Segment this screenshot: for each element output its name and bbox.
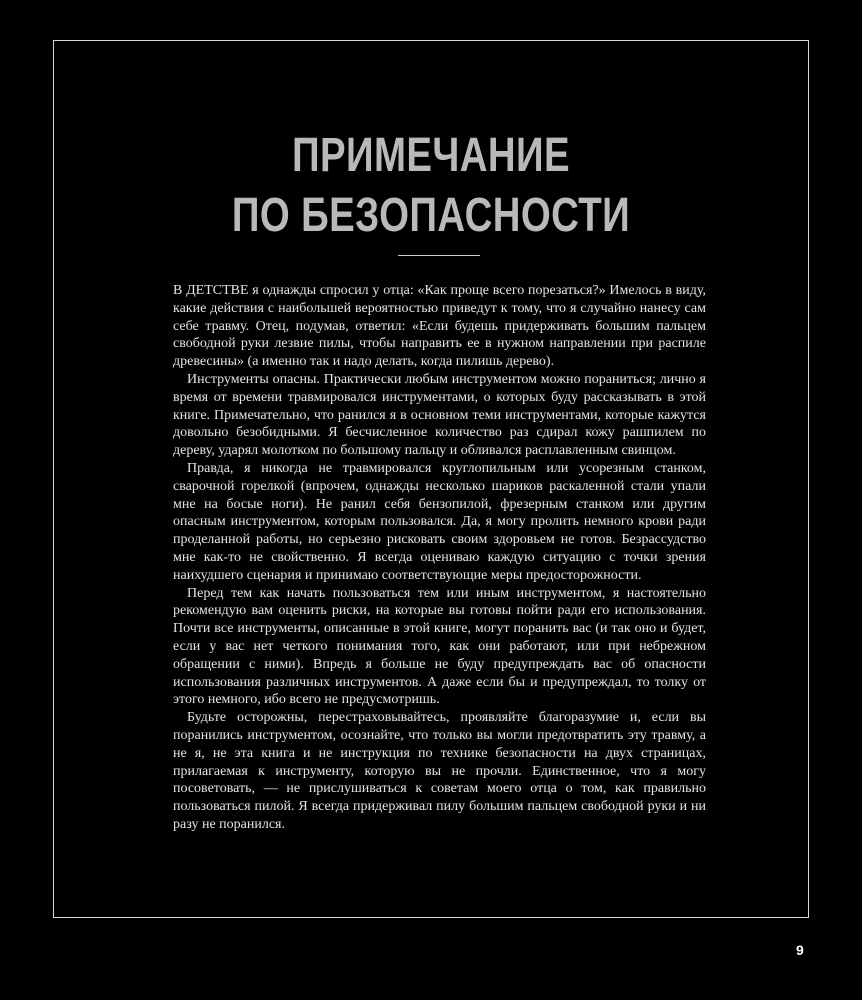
paragraph-3: Правда, я никогда не травмировался круглопильным или усорезным станком, сварочной горелкой (впрочем, однажды несколько шариков раскаленной стали упали мне на босые ноги). Не ранил себя бензопилой, фрезерным станком или другим опасным инструментом, которым пользовался. Да, я могу пролить немного крови ради проделанной работы, но серьезно рисковать своим здоровьем не готов. Безрассудство мне как-то не свойственно. Я всегда оцениваю каждую ситуацию с точки зрения наихудшего сценария и принимаю соответствующие меры предосторожности.: [173, 460, 706, 583]
paragraph-2: Инструменты опасны. Практически любым инструментом можно пораниться; лично я время от времени травмировался инструментами, о которых буду рассказывать в этой книге. Примечательно, что ранился я в основном теми инструментами, которые кажутся довольно безобидными. Я бесчисленное количество раз сдирал кожу рашпилем по дереву, ударял молотком по большому пальцу и обливался расплавленным свинцом.: [173, 371, 706, 459]
paragraph-4: Перед тем как начать пользоваться тем или иным инструментом, я настоятельно рекомендую вам оценить риски, на которые вы готовы пойти ради его использования. Почти все инструменты, описанные в этой книге, могут поранить вас (и так оно и будет, если у вас нет четкого понимания того, как они работают, или при небрежном обращении с ними). Впредь я больше не буду предупреждать вас об опасности использования различных инструментов. А даже если бы и предупреждал, то толку от этого немного, ибо всего не предусмотришь.: [173, 585, 706, 708]
title-divider: [398, 255, 480, 256]
title-line-2: ПО БЕЗОПАСНОСТИ: [231, 189, 631, 242]
page-title: [86, 126, 776, 246]
body-text: [173, 282, 706, 834]
title-line-1: ПРИМЕЧАНИЕ: [291, 129, 571, 182]
paragraph-5: Будьте осторожны, перестраховывайтесь, проявляйте благоразумие и, если вы поранились инструментом, осознайте, что только вы могли предотвратить эту травму, а не я, не эта книга и не инструкция по технике безопасности на двух страницах, прилагаемая к инструменту, которую вы не прочли. Единственное, что я могу посоветовать, — не прислушиваться к советам моего отца о том, как правильно пользоваться пилой. Я всегда придерживал пилу большим пальцем свободной руки и ни разу не поранился.: [173, 710, 706, 832]
paragraph-1: В ДЕТСТВЕ я однажды спросил у отца: «Как проще всего порезаться?» Имелось в виду, какие действия с наибольшей вероятностью приведут к тому, что я случайно нанесу сам себе травму. Отец, подумав, ответил: «Если будешь придерживать большим пальцем свободной руки лезвие пилы, чтобы направить ее в нужном направлении при распиле древесины» (а именно так и надо делать, когда пилишь дерево).: [173, 283, 706, 370]
page-number: 9: [796, 942, 804, 958]
